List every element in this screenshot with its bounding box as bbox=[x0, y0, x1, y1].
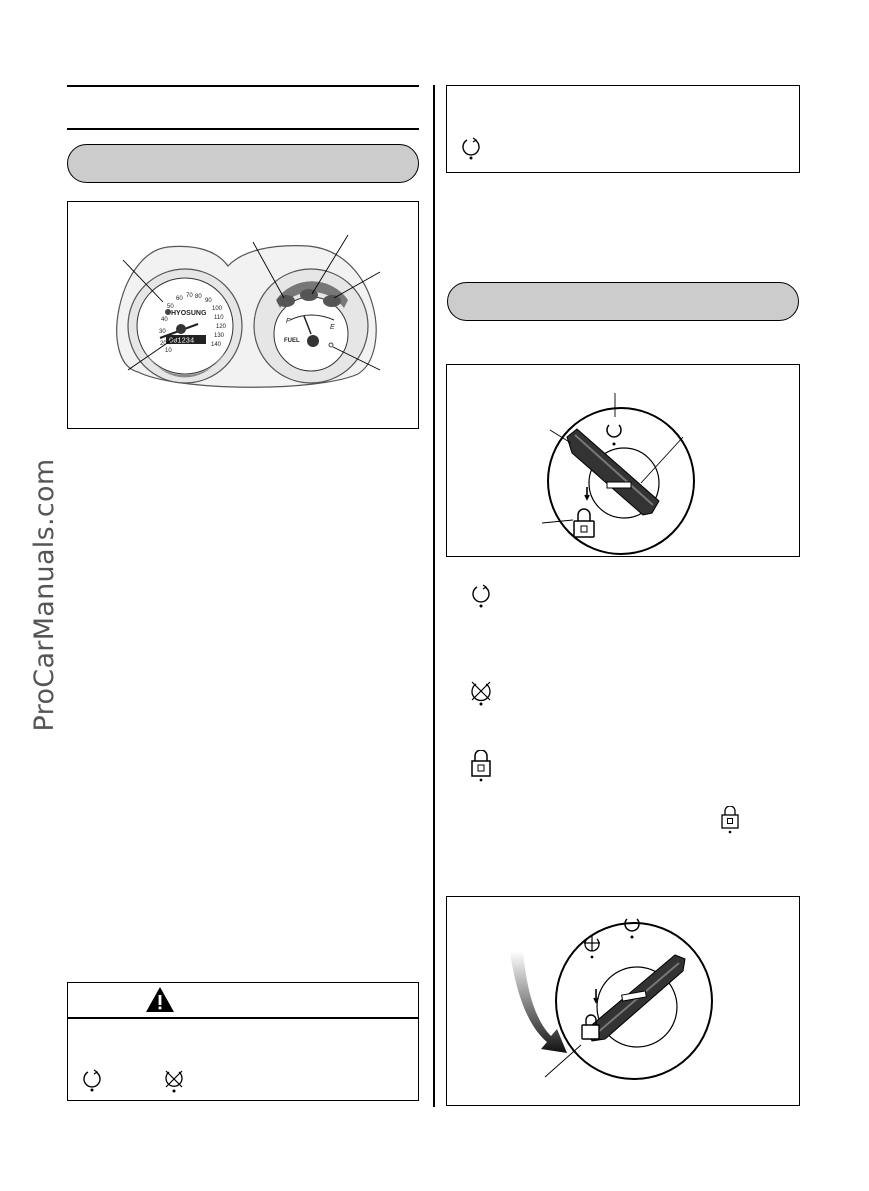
speedo-scale-30: 30 bbox=[159, 329, 166, 335]
instrument-cluster-illustration bbox=[68, 202, 418, 428]
column-divider bbox=[433, 85, 435, 1107]
steering-lock-illustration bbox=[447, 897, 799, 1105]
ignition-on-icon bbox=[470, 582, 492, 608]
ignition-off-icon bbox=[163, 1067, 185, 1093]
speedo-scale-140: 140 bbox=[211, 342, 222, 348]
fuel-empty-mark: E bbox=[330, 324, 335, 331]
ignition-switch-figure bbox=[446, 364, 800, 557]
speedo-scale-40: 40 bbox=[161, 317, 168, 323]
speedo-scale-10: 10 bbox=[165, 348, 172, 354]
header-rule-bottom bbox=[67, 128, 419, 130]
speedo-scale-90: 90 bbox=[205, 298, 212, 304]
fuel-gauge bbox=[254, 269, 368, 383]
speedo-scale-70: 70 bbox=[186, 293, 193, 299]
ignition-on-icon bbox=[82, 1068, 102, 1092]
fuel-full-mark: F bbox=[286, 318, 291, 325]
speedo-scale-50: 50 bbox=[167, 304, 174, 310]
padlock-icon-inline bbox=[720, 806, 740, 834]
padlock-icon bbox=[470, 750, 492, 782]
warning-triangle-icon bbox=[145, 986, 175, 1014]
ignition-on-icon bbox=[461, 136, 481, 160]
speedometer-brand: HYOSUNG bbox=[171, 310, 207, 317]
section-title-bar-ignition bbox=[447, 282, 799, 321]
speedometer-unit: km/h bbox=[177, 350, 188, 356]
warning-box bbox=[67, 982, 419, 1101]
speedo-scale-100: 100 bbox=[212, 306, 223, 312]
steering-lock-figure bbox=[446, 896, 800, 1106]
header-rule-top bbox=[67, 85, 419, 87]
speedo-scale-110: 110 bbox=[214, 315, 224, 321]
speedo-scale-120: 120 bbox=[216, 324, 227, 330]
odometer-total-label: TOTAL bbox=[174, 357, 190, 363]
note-box bbox=[446, 85, 800, 173]
odometer-readout: 001234 bbox=[169, 337, 195, 346]
ignition-off-icon bbox=[469, 678, 493, 706]
instrument-panel-figure bbox=[67, 201, 419, 429]
speedo-scale-60: 60 bbox=[176, 296, 183, 302]
section-title-bar-instruments bbox=[67, 144, 419, 183]
fuel-label: FUEL bbox=[284, 338, 300, 344]
speedo-scale-20: 20 bbox=[160, 341, 167, 347]
watermark-text: ProCarManuals.com bbox=[29, 458, 60, 732]
speedo-scale-80: 80 bbox=[195, 294, 202, 300]
ignition-switch-illustration bbox=[447, 365, 799, 556]
speedo-scale-130: 130 bbox=[214, 333, 225, 339]
warning-header-divider bbox=[68, 1017, 418, 1019]
